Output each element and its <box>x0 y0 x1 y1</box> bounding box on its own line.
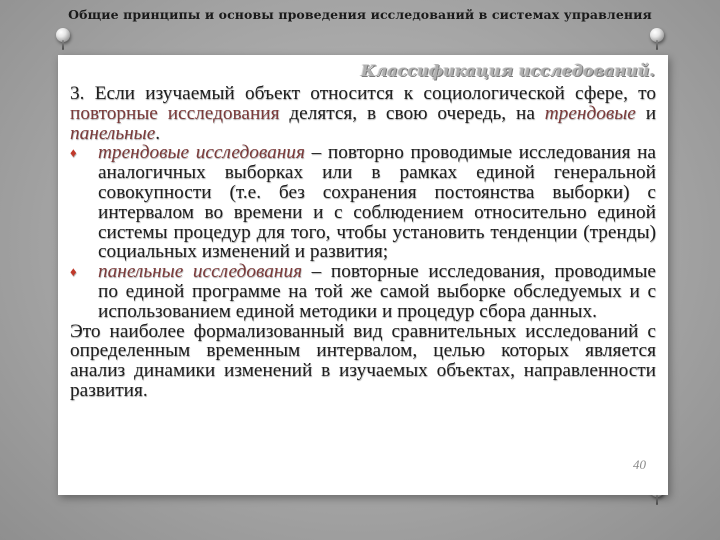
intro-highlight: повторные исследования <box>70 102 280 124</box>
intro-and: и <box>635 102 657 124</box>
page-number: 40 <box>633 457 646 472</box>
bullet-term: трендовые исследования <box>98 142 305 164</box>
bullet-text: – повторные исследования, проводимые по единой программе на той же самой выборке обследуемых и с использованием единой методики и процедур сбора данных. <box>98 261 656 322</box>
intro-end: . <box>155 122 161 144</box>
slide-body <box>70 84 656 401</box>
pushpin-icon <box>56 28 70 42</box>
slide-header: Общие принципы и основы проведения исследований в системах управления <box>68 7 652 22</box>
conclusion-paragraph: Это наиболее формализованный вид сравнительных исследований с определенным временным интервалом, целью которых является анализ динамики изменений в изучаемых объектах, направленности развития. <box>70 320 656 401</box>
intro-lead: 3. Если изучаемый объект относится к социологической сфере, то <box>70 83 656 104</box>
diamond-bullet-icon: ♦ <box>70 145 77 161</box>
slide-subtitle: Классификация исследований. <box>361 61 655 80</box>
slide-card <box>58 55 668 495</box>
bullet-item-panel <box>70 262 656 321</box>
pushpin-icon <box>650 28 664 42</box>
intro-term-trend: трендовые <box>544 102 636 124</box>
diamond-bullet-icon: ♦ <box>70 264 77 280</box>
bullet-item-trend <box>70 143 656 262</box>
intro-mid: делятся, в свою очередь, на <box>279 102 545 124</box>
bullet-text: – повторно проводимые исследования на аналогичных выборках или в рамках единой генеральной совокупности (т.е. без сохранения постоянства выборки) с интервалом во времени и с соблюдением относительно единой системы процедур для того, чтобы установить тенденции (тренды) социальных изменений и развития; <box>98 142 656 263</box>
intro-paragraph <box>70 84 656 143</box>
bullet-term: панельные исследования <box>98 261 303 283</box>
intro-term-panel: панельные <box>70 122 156 144</box>
